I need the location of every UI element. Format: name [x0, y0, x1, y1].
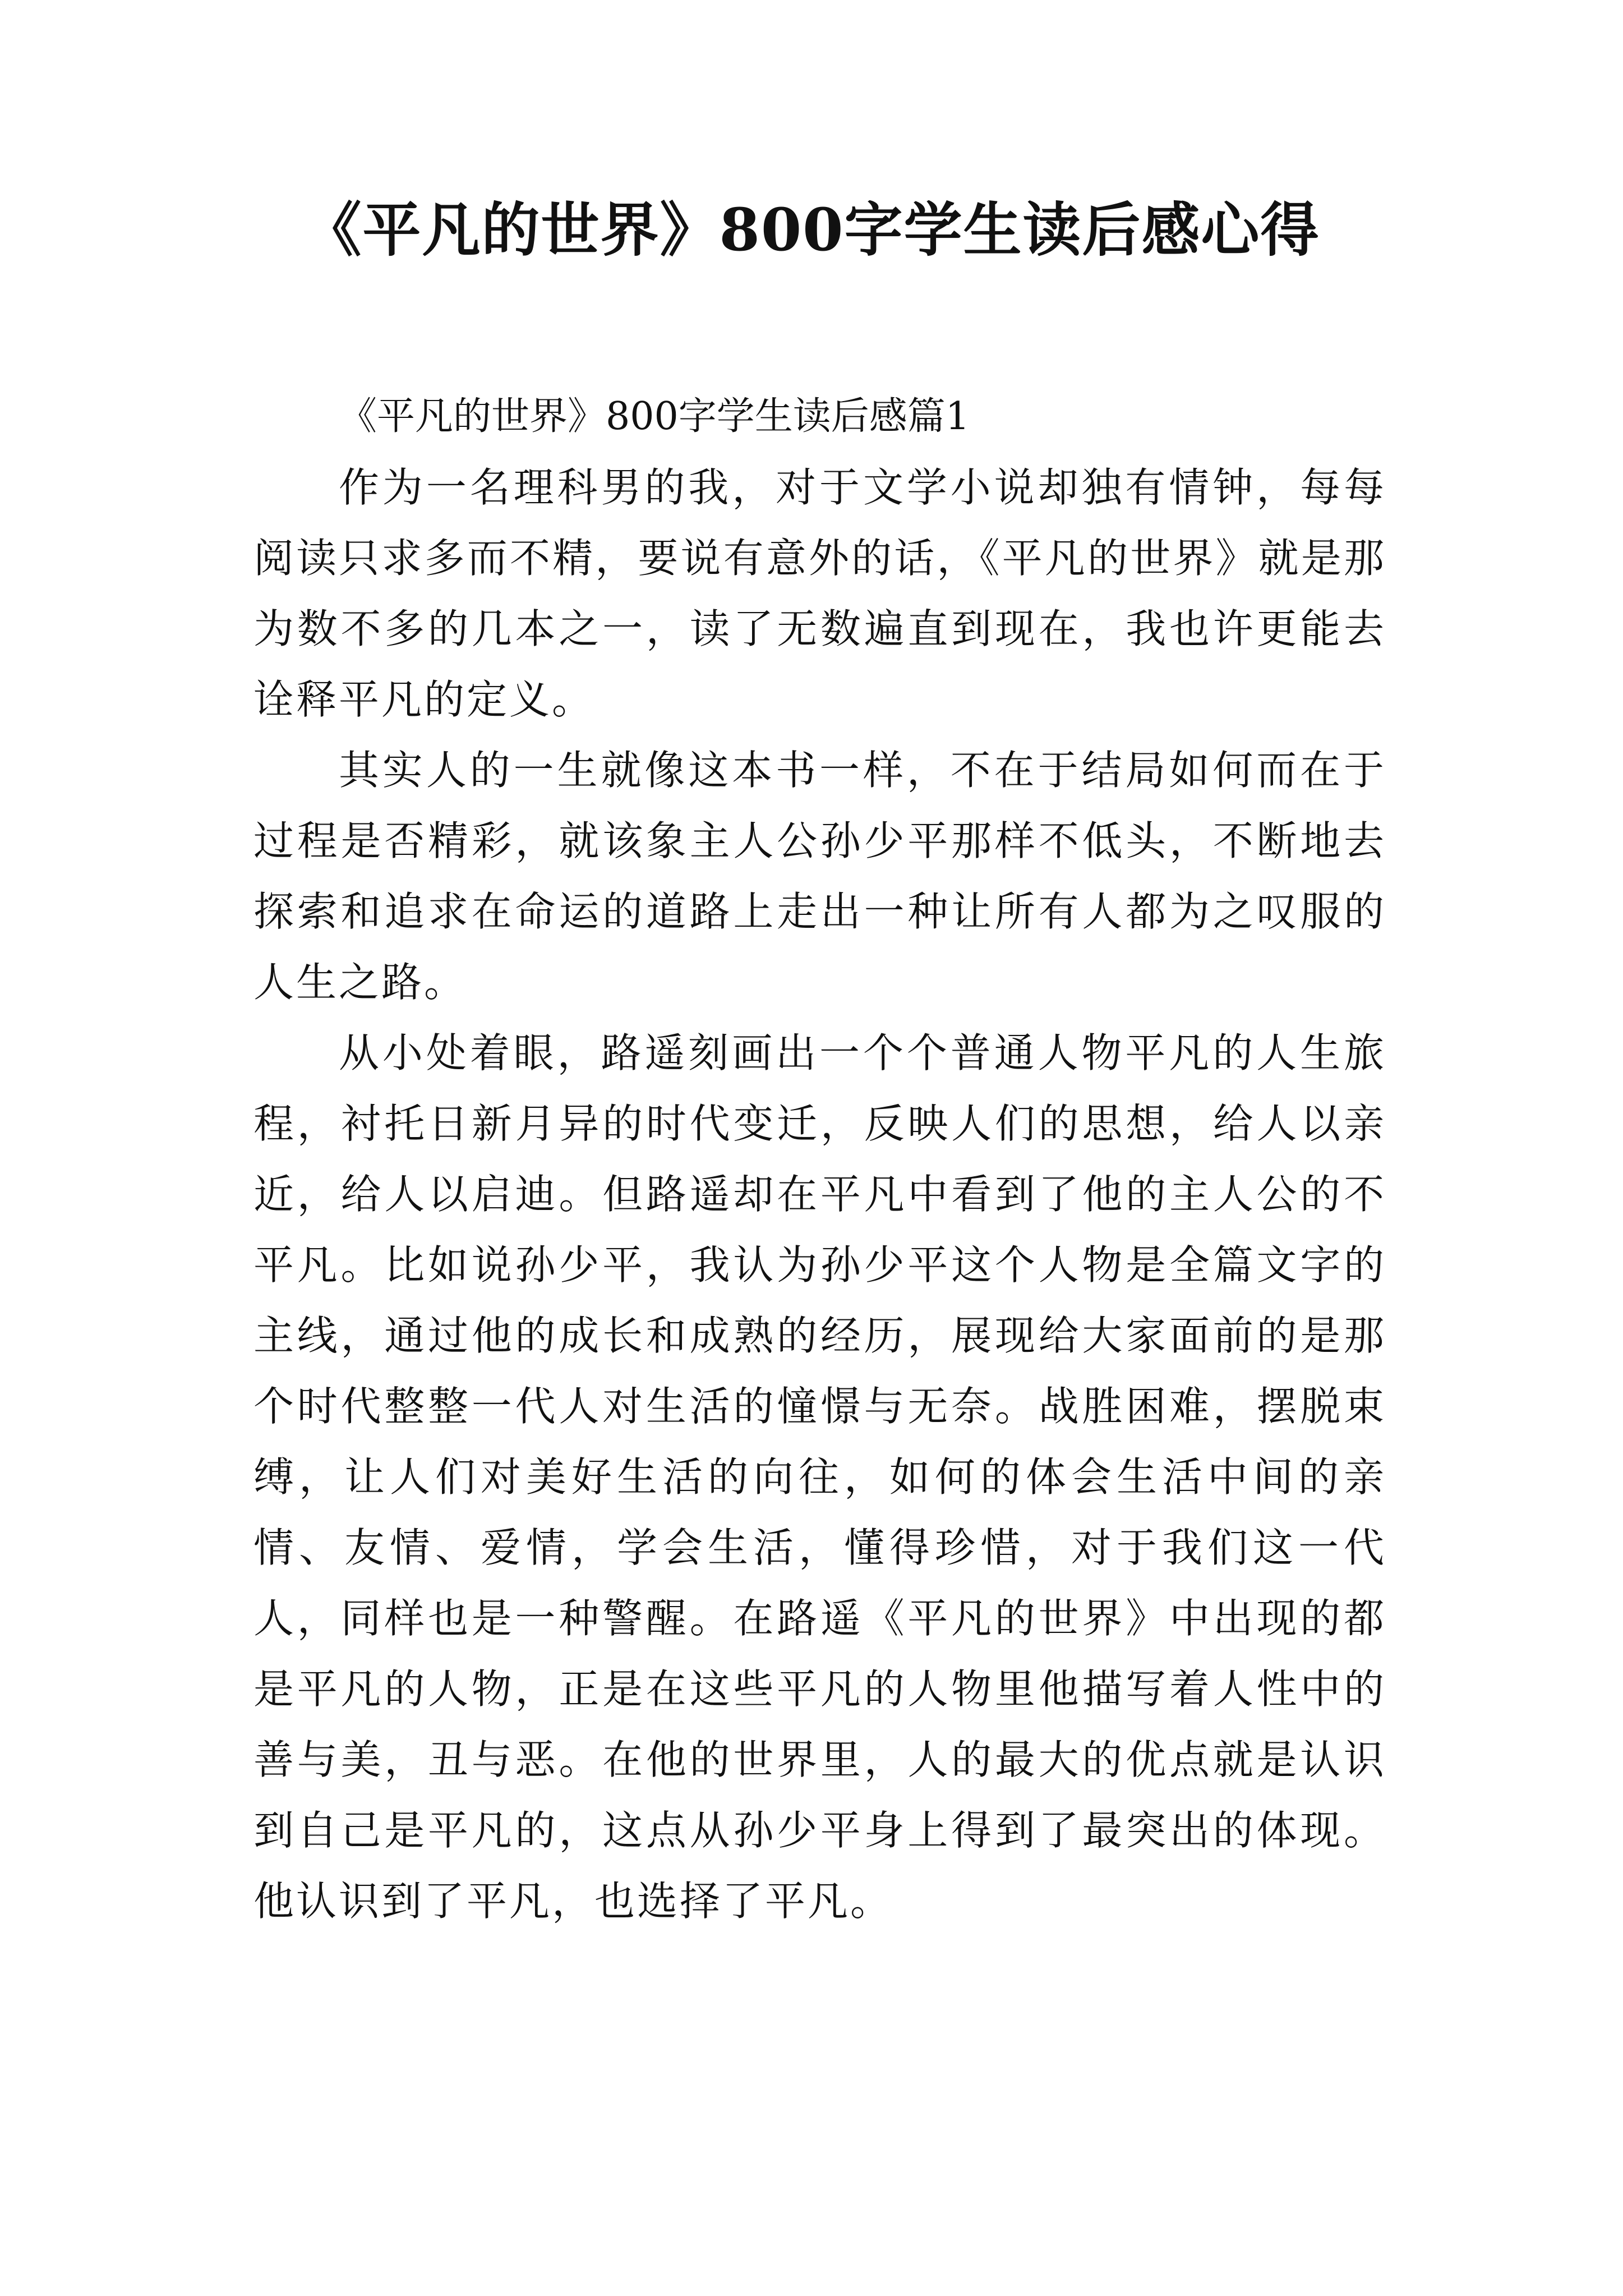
document-body: [253, 381, 1386, 1936]
paragraph-3: 从小处着眼，路遥刻画出一个个普通人物平凡的人生旅程，衬托日新月异的时代变迁，反映人们的思想，给人以亲近，给人以启迪。但路遥却在平凡中看到了他的主人公的不平凡。比如说孙少平，我认为孙少平这个人物是全篇文字的主线，通过他的成长和成熟的经历，展现给大家面前的是那个时代整整一代人对生活的憧憬与无奈。战胜困难，摆脱束缚，让人们对美好生活的向往，如何的体会生活中间的亲情、友情、爱情，学会生活，懂得珍惜，对于我们这一代人，同样也是一种警醒。在路遥《平凡的世界》中出现的都是平凡的人物，正是在这些平凡的人物里他描写着人性中的善与美，丑与恶。在他的世界里，人的最大的优点就是认识到自己是平凡的，这点从孙少平身上得到了最突出的体现。他认识到了平凡，也选择了平凡。: [253, 1029, 1386, 1925]
paragraph-2: 其实人的一生就像这本书一样，不在于结局如何而在于过程是否精彩，就该象主人公孙少平那样不低头，不断地去探索和追求在命运的道路上走出一种让所有人都为之叹服的人生之路。: [253, 747, 1386, 1006]
document-title: 《平凡的世界》800字学生读后感心得: [303, 195, 1320, 264]
paragraph-1: 作为一名理科男的我，对于文学小说却独有情钟，每每阅读只求多而不精，要说有意外的话，《平凡的世界》就是那为数不多的几本之一，读了无数遍直到现在，我也许更能去诠释平凡的定义。: [253, 464, 1386, 723]
section-heading: 《平凡的世界》800字学生读后感篇1: [339, 394, 970, 439]
